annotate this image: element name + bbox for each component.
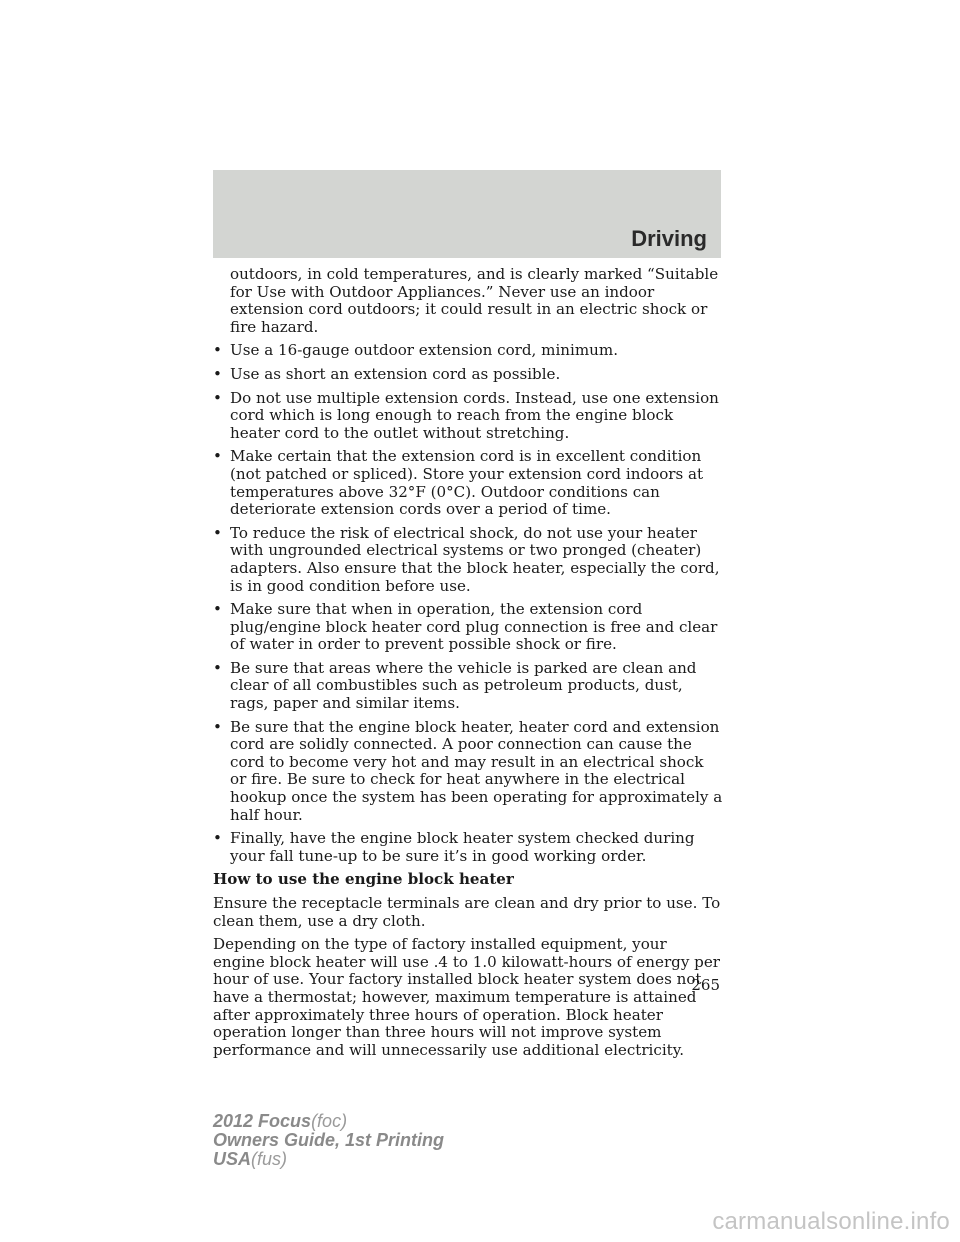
list-item — [213, 660, 723, 713]
list-item — [213, 366, 723, 384]
list-item-text: Use a 16-gauge outdoor extension cord, minimum. — [230, 341, 618, 360]
list-item — [213, 390, 723, 443]
bullet-icon: • — [213, 658, 222, 677]
print-footer — [213, 1112, 444, 1169]
list-item — [213, 448, 723, 518]
bullet-icon: • — [213, 388, 222, 407]
page-number: 265 — [691, 976, 720, 994]
safety-bullet-list — [213, 342, 723, 865]
list-item-text: Use as short an extension cord as possible. — [230, 364, 561, 383]
list-item-text: Be sure that the engine block heater, heater cord and extension cord are solidly connected. A poor connection can cause the cord to become very hot and may result in an electrical shock or fire. Be sure to check for heat anywhere in the electrical hookup once the system has been operating for approximately a half hour. — [230, 717, 723, 824]
bullet-icon: • — [213, 364, 222, 383]
footer-line-market: USA(fus) — [213, 1149, 288, 1169]
continuation-paragraph: outdoors, in cold temperatures, and is clearly marked “Suitable for Use with Outdoor Appliances.” Never use an indoor extension cord outdoors; it could result in an electric shock or fire hazard. — [230, 265, 719, 336]
list-item — [213, 525, 723, 595]
list-item-text: Be sure that areas where the vehicle is parked are clean and clear of all combustibles such as petroleum products, dust, rags, paper and similar items. — [230, 658, 697, 713]
list-item — [213, 830, 723, 865]
list-item-text: Make sure that when in operation, the extension cord plug/engine block heater cord plug connection is free and clear of water in order to prevent possible shock or fire. — [230, 600, 718, 654]
footer-line-edition: Owners Guide, 1st Printing — [213, 1130, 445, 1150]
page-content — [213, 266, 723, 1065]
list-item-text: Make certain that the extension cord is in excellent condition (not patched or spliced). Store your extension cord indoors at temperatures above 32°F (0°C). Outdoor conditions can deteriorate extension cords over a period of time. — [230, 447, 704, 519]
section-header — [213, 170, 721, 258]
list-item — [213, 601, 723, 654]
bullet-icon: • — [213, 341, 222, 360]
list-item-text: Do not use multiple extension cords. Instead, use one extension cord which is long enough to reach from the engine block heater cord to the outlet without stretching. — [230, 388, 719, 442]
bullet-icon: • — [213, 600, 222, 619]
subheading: How to use the engine block heater — [213, 870, 514, 889]
list-item — [213, 342, 723, 360]
bullet-icon: • — [213, 523, 222, 542]
footer-line-model: 2012 Focus(foc) — [213, 1111, 348, 1131]
watermark: carmanualsonline.info — [712, 1208, 950, 1235]
body-paragraph: Depending on the type of factory installed equipment, your engine block heater will use .4 to 1.0 kilowatt-hours of energy per hour of use. Your factory installed block heater system does not have a thermostat; however, maximum temperature is attained after approximately three hours of operation. Block heater operation longer than three hours will not improve system performance and will unnecessarily use additional electricity. — [213, 935, 720, 1059]
bullet-icon: • — [213, 829, 222, 848]
list-item-text: To reduce the risk of electrical shock, do not use your heater with ungrounded electrical systems or two pronged (cheater) adapters. Also ensure that the block heater, especially the cord, is in good condition before use. — [230, 523, 720, 595]
bullet-icon: • — [213, 717, 222, 736]
list-item — [213, 719, 723, 825]
body-paragraph: Ensure the receptacle terminals are clean and dry prior to use. To clean them, use a dry cloth. — [213, 894, 721, 930]
section-title: Driving — [631, 226, 707, 251]
list-item-text: Finally, have the engine block heater system checked during your fall tune-up to be sure it’s in good working order. — [230, 829, 695, 865]
bullet-icon: • — [213, 447, 222, 466]
